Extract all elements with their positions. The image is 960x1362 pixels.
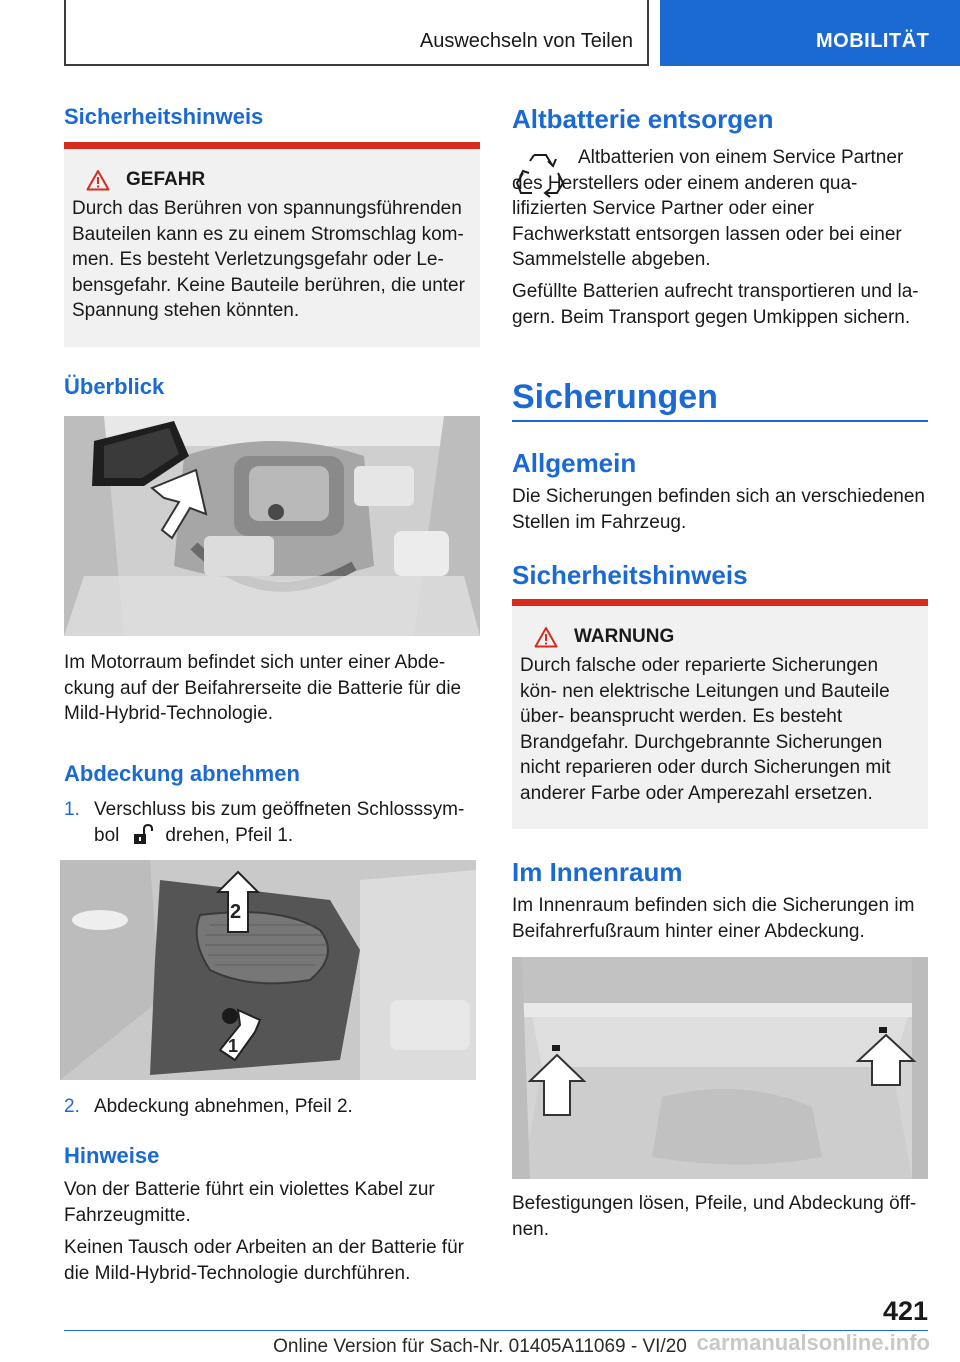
general-text: Die Sicherungen befinden sich an verschiedenen Stellen im Fahrzeug.	[512, 486, 925, 533]
step-1-text-b: bol	[94, 824, 120, 846]
footwell-photo	[512, 957, 928, 1179]
step-2	[64, 1094, 480, 1120]
warning-triangle-icon	[86, 169, 110, 191]
arrow-label-1: 1	[228, 1036, 239, 1056]
section-title: Auswechseln von Teilen	[419, 30, 633, 52]
unlocked-lock-icon	[131, 824, 155, 846]
danger-text: Durch das Berühren von spannungsführenden Bauteilen kann es zu einem Stromschlag kom- men. Es besteht Verletzungsgefahr oder Le- bensgefahr. Keine Bauteile berühren, die unter Spannung stehen könnten.	[72, 198, 465, 321]
fuses-rule	[512, 420, 928, 422]
step-2-text: Abdeckung abnehmen, Pfeil 2.	[94, 1096, 353, 1117]
step-1	[64, 797, 480, 848]
step-1-text-c: drehen, Pfeil 1.	[165, 824, 294, 846]
warning-box	[512, 599, 928, 829]
step-1-text-a: Verschluss bis zum geöffneten Schlosssym-	[94, 799, 465, 820]
notes-text-1: Von der Batterie führt ein violettes Kabel zur Fahrzeugmitte.	[64, 1179, 435, 1226]
fuses-heading: Sicherungen	[512, 378, 718, 416]
dispose-heading: Altbatterie entsorgen	[512, 104, 774, 134]
warning-header	[520, 626, 920, 648]
notes-text-2: Keinen Tausch oder Arbeiten an der Batterie für die Mild-Hybrid-Technologie durchführen.	[64, 1237, 464, 1284]
interior-heading: Im Innenraum	[512, 857, 683, 887]
arrow-label-2: 2	[230, 901, 242, 923]
warning-text: Durch falsche oder reparierte Sicherungen kön- nen elektrische Leitungen und Bauteile über- beansprucht werden. Es besteht Brandgefahr. Durchgebrannte Sicherungen nicht reparieren oder durch Sicherungen mit anderer Farbe oder Amperezahl ersetzen.	[520, 655, 891, 804]
warning-label: WARNUNG	[574, 626, 675, 647]
battery-cover-photo	[60, 860, 476, 1080]
watermark: carmanualsonline.info	[696, 1330, 930, 1355]
warning-triangle-icon	[534, 626, 558, 648]
notes-heading: Hinweise	[64, 1143, 160, 1168]
engine-bay-photo	[64, 416, 480, 636]
overview-text: Im Motorraum befindet sich unter einer Abde- ckung auf der Beifahrerseite die Batterie für die Mild-Hybrid-Technologie.	[64, 652, 462, 724]
danger-header	[72, 169, 472, 191]
chapter-tab-label: MOBILITÄT	[816, 30, 930, 52]
online-version-text: Online Version für Sach-Nr. 01405A11069 - VI/20	[273, 1336, 687, 1357]
dispose-text-2: Gefüllte Batterien aufrecht transportieren und la- gern. Beim Transport gegen Umkippen sichern.	[512, 281, 919, 328]
general-heading: Allgemein	[512, 448, 637, 478]
danger-box	[64, 142, 480, 347]
left-safety-heading: Sicherheitshinweis	[64, 104, 264, 129]
chapter-tab[interactable]	[660, 0, 960, 66]
header-frame	[64, 0, 649, 66]
right-safety-heading: Sicherheitshinweis	[512, 560, 748, 590]
overview-heading: Überblick	[64, 374, 165, 399]
remove-cover-heading: Abdeckung abnehmen	[64, 761, 300, 786]
page-number: 421	[882, 1296, 928, 1326]
interior-caption: Befestigungen lösen, Pfeile, und Abdeckung öff- nen.	[512, 1193, 917, 1240]
interior-text: Im Innenraum befinden sich die Sicherungen im Beifahrerfußraum hinter einer Abdeckung.	[512, 895, 915, 942]
step-number: 2.	[64, 1096, 80, 1117]
step-number: 1.	[64, 799, 80, 820]
danger-label: GEFAHR	[126, 169, 206, 190]
dispose-text: Altbatterien von einem Service Partner des Herstellers oder einem anderen qua- lifizierten Service Partner oder einer Fachwerkstatt entsorgen lassen oder bei einer Sammelstelle abgeben.	[512, 147, 904, 270]
